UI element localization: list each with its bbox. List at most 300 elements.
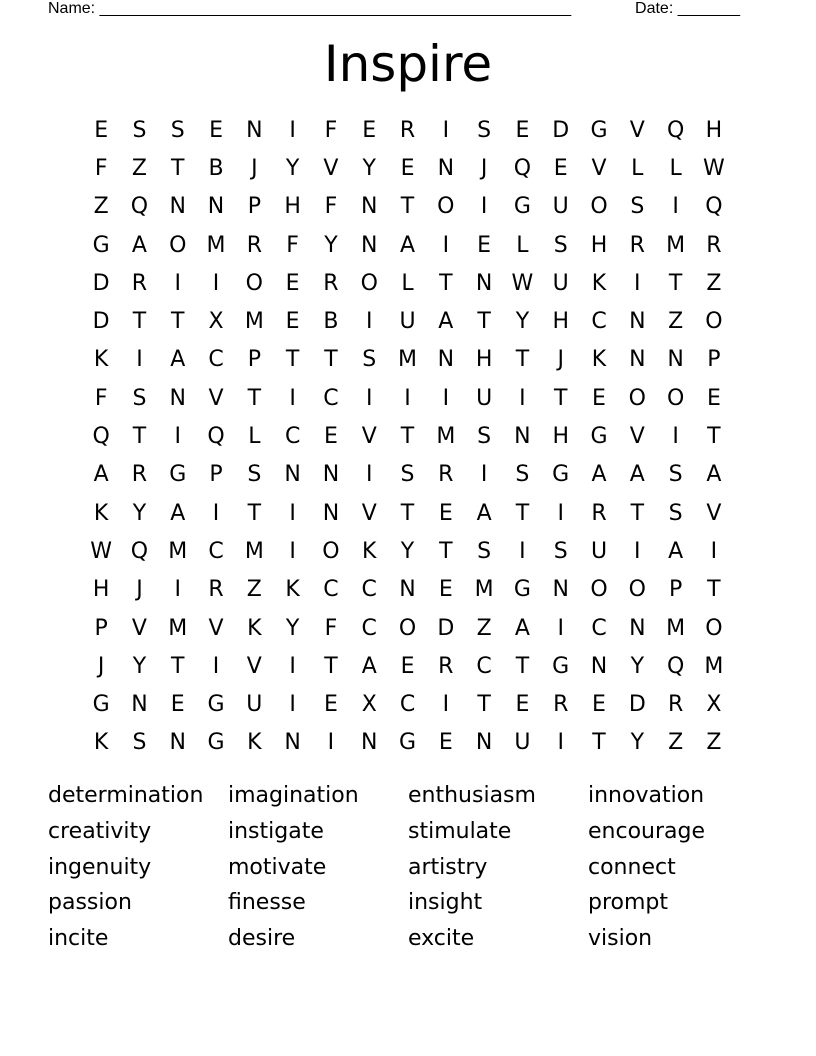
grid-letter: A <box>399 232 416 258</box>
grid-letter: P <box>247 194 261 220</box>
word-list-item: desire <box>228 926 296 952</box>
grid-letter: L <box>669 155 682 181</box>
grid-letter: F <box>94 155 108 181</box>
grid-letter: G <box>513 577 531 603</box>
grid-letter: E <box>400 155 415 181</box>
grid-letter: O <box>628 577 646 603</box>
grid-letter: E <box>94 117 109 143</box>
grid-letter: O <box>628 385 646 411</box>
grid-letter: Q <box>92 424 110 450</box>
grid-letter: I <box>519 385 526 411</box>
grid-letter: M <box>436 424 456 450</box>
grid-letter: S <box>668 462 683 488</box>
grid-letter: L <box>401 270 414 296</box>
grid-letter: I <box>174 270 181 296</box>
grid-letter: C <box>284 424 301 450</box>
word-list-item: excite <box>408 926 475 952</box>
grid-letter: I <box>442 692 450 718</box>
grid-letter: E <box>515 117 530 143</box>
grid-letter: I <box>404 385 411 411</box>
grid-letter: M <box>206 232 226 258</box>
grid-letter: I <box>212 270 220 296</box>
grid-letter: I <box>480 194 488 220</box>
grid-letter: Z <box>131 155 147 181</box>
grid-letter: I <box>365 462 373 488</box>
grid-letter: K <box>591 270 607 296</box>
grid-letter: I <box>289 653 296 679</box>
grid-letter: Z <box>706 270 722 296</box>
grid-letter: T <box>477 692 491 718</box>
grid-letter: R <box>131 270 148 296</box>
grid-letter: O <box>705 309 723 335</box>
grid-letter: G <box>552 653 570 679</box>
grid-letter: Y <box>515 309 530 335</box>
grid-letter: N <box>629 309 646 335</box>
grid-letter: N <box>475 730 493 756</box>
grid-letter: Y <box>285 155 300 181</box>
grid-letter: A <box>514 615 530 641</box>
grid-letter: H <box>590 232 608 258</box>
word-list-item: vision <box>588 926 653 952</box>
grid-letter: Q <box>666 117 685 143</box>
grid-letter: N <box>169 194 186 220</box>
grid-letter: V <box>361 500 377 526</box>
grid-letter: N <box>514 424 531 450</box>
grid-letter: I <box>136 347 143 373</box>
word-list-item: ingenuity <box>48 854 152 880</box>
grid-letter: S <box>247 462 262 488</box>
word-list-item: creativity <box>48 819 152 845</box>
grid-letter: Y <box>362 155 376 181</box>
grid-letter: I <box>174 577 181 603</box>
grid-letter: C <box>476 653 492 679</box>
word-list-item: passion <box>48 890 132 916</box>
grid-letter: R <box>438 462 454 488</box>
grid-letter: V <box>706 500 722 526</box>
word-list-item: artistry <box>408 854 488 880</box>
header-line <box>48 0 740 18</box>
grid-letter: X <box>706 692 722 718</box>
grid-letter: T <box>439 538 453 564</box>
grid-letter: I <box>289 538 296 564</box>
grid-letter: M <box>244 309 264 335</box>
grid-letter: T <box>515 653 530 679</box>
grid-letter: I <box>212 500 220 526</box>
word-list-item: innovation <box>588 783 705 809</box>
grid-letter: G <box>590 424 608 450</box>
grid-letter: M <box>666 615 686 641</box>
grid-letter: H <box>475 347 493 373</box>
grid-letter: Q <box>513 155 532 181</box>
grid-letter: Z <box>476 615 492 641</box>
grid-letter: N <box>207 194 225 220</box>
grid-letter: V <box>131 615 147 641</box>
grid-letter: Y <box>400 538 415 564</box>
grid-letter: S <box>362 347 377 373</box>
grid-letter: N <box>475 270 493 296</box>
grid-letter: N <box>667 347 684 373</box>
grid-letter: R <box>667 692 684 718</box>
grid-letter: F <box>286 232 299 258</box>
grid-letter: T <box>592 730 606 756</box>
grid-letter: S <box>477 117 492 143</box>
grid-letter: A <box>170 500 186 526</box>
grid-letter: K <box>362 538 377 564</box>
grid-letter: N <box>169 385 186 411</box>
grid-letter: H <box>92 577 110 603</box>
word-list-item: insight <box>408 890 483 916</box>
grid-letter: N <box>284 462 301 488</box>
grid-letter: L <box>631 155 644 181</box>
grid-letter: V <box>629 117 645 143</box>
grid-letter: V <box>246 653 262 679</box>
grid-letter: B <box>323 309 339 335</box>
grid-letter: R <box>438 653 454 679</box>
word-list-item: incite <box>48 926 109 952</box>
grid-letter: K <box>285 577 300 603</box>
grid-letter: G <box>552 462 570 488</box>
grid-letter: O <box>322 538 340 564</box>
grid-letter: N <box>552 577 569 603</box>
grid-letter: I <box>442 232 450 258</box>
word-list-item: encourage <box>588 819 706 845</box>
grid-letter: E <box>285 270 300 296</box>
page-title: Inspire <box>323 35 493 93</box>
grid-letter: E <box>438 730 453 756</box>
letter-grid <box>82 111 733 762</box>
grid-letter: W <box>703 155 725 181</box>
grid-letter: I <box>710 538 718 564</box>
grid-letter: I <box>289 117 296 143</box>
grid-letter: V <box>208 615 224 641</box>
grid-letter: N <box>629 347 646 373</box>
grid-letter: S <box>477 538 492 564</box>
grid-letter: Q <box>130 194 149 220</box>
grid-letter: N <box>284 730 301 756</box>
grid-letter: M <box>666 232 686 258</box>
grid-letter: Q <box>207 424 225 450</box>
grid-letter: S <box>553 538 568 564</box>
grid-letter: M <box>244 538 264 564</box>
grid-letter: O <box>437 194 455 220</box>
grid-letter: V <box>591 155 607 181</box>
grid-letter: O <box>169 232 187 258</box>
grid-letter: T <box>171 155 185 181</box>
grid-letter: I <box>442 117 450 143</box>
grid-letter: F <box>324 117 338 143</box>
grid-letter: Y <box>324 232 338 258</box>
grid-letter: C <box>591 615 607 641</box>
grid-letter: S <box>132 730 147 756</box>
grid-letter: V <box>208 385 224 411</box>
grid-letter: P <box>668 577 683 603</box>
grid-letter: I <box>634 270 641 296</box>
grid-letter: I <box>212 653 220 679</box>
grid-letter: F <box>324 194 338 220</box>
grid-letter: A <box>131 232 147 258</box>
grid-letter: E <box>592 692 606 718</box>
grid-letter: S <box>170 117 185 143</box>
grid-letter: L <box>248 424 261 450</box>
grid-letter: G <box>207 692 225 718</box>
word-list-item: determination <box>48 783 204 809</box>
grid-letter: K <box>247 730 262 756</box>
grid-letter: C <box>323 385 339 411</box>
grid-letter: O <box>590 194 608 220</box>
grid-letter: S <box>477 424 492 450</box>
grid-letter: I <box>557 500 564 526</box>
grid-letter: R <box>208 577 224 603</box>
grid-letter: O <box>705 615 723 641</box>
grid-letter: G <box>590 117 608 143</box>
grid-letter: M <box>474 577 494 603</box>
grid-letter: T <box>171 309 185 335</box>
grid-letter: T <box>515 347 530 373</box>
grid-letter: I <box>557 615 564 641</box>
grid-letter: V <box>361 424 377 450</box>
grid-letter: U <box>476 385 493 411</box>
grid-letter: S <box>668 500 683 526</box>
grid-letter: J <box>480 155 488 181</box>
grid-letter: V <box>629 424 645 450</box>
grid-letter: V <box>323 155 339 181</box>
grid-letter: A <box>706 462 722 488</box>
grid-letter: A <box>591 462 607 488</box>
grid-letter: J <box>557 347 564 373</box>
grid-letter: Y <box>630 653 645 679</box>
grid-letter: S <box>400 462 415 488</box>
grid-letter: C <box>361 577 377 603</box>
word-list-item: imagination <box>228 783 359 809</box>
word-list-item: prompt <box>588 890 669 916</box>
grid-letter: G <box>207 730 225 756</box>
grid-letter: U <box>514 730 531 756</box>
grid-letter: R <box>323 270 339 296</box>
grid-letter: S <box>630 194 645 220</box>
grid-letter: I <box>289 692 296 718</box>
grid-letter: I <box>672 194 679 220</box>
grid-letter: C <box>208 347 224 373</box>
grid-letter: N <box>360 194 378 220</box>
grid-letter: N <box>169 730 186 756</box>
grid-letter: T <box>285 347 300 373</box>
grid-letter: E <box>285 309 300 335</box>
grid-letter: T <box>630 500 645 526</box>
grid-letter: K <box>93 500 109 526</box>
grid-letter: T <box>247 500 262 526</box>
grid-letter: O <box>398 615 417 641</box>
grid-letter: Y <box>132 653 147 679</box>
grid-letter: H <box>284 194 301 220</box>
grid-letter: K <box>93 347 109 373</box>
grid-letter: U <box>552 194 569 220</box>
grid-letter: G <box>398 730 417 756</box>
grid-letter: T <box>132 424 147 450</box>
grid-letter: T <box>707 424 721 450</box>
grid-letter: N <box>629 615 646 641</box>
grid-letter: I <box>557 730 564 756</box>
grid-letter: D <box>92 270 110 296</box>
grid-letter: D <box>92 309 110 335</box>
grid-letter: J <box>251 155 258 181</box>
grid-letter: T <box>247 385 262 411</box>
grid-letter: X <box>208 309 224 335</box>
grid-letter: T <box>515 500 530 526</box>
grid-letter: P <box>94 615 108 641</box>
grid-letter: L <box>516 232 529 258</box>
grid-letter: H <box>705 117 723 143</box>
grid-letter: P <box>707 347 721 373</box>
grid-letter: M <box>168 538 188 564</box>
grid-letter: R <box>246 232 262 258</box>
grid-letter: H <box>552 424 569 450</box>
grid-letter: Z <box>706 730 722 756</box>
grid-letter: N <box>590 653 608 679</box>
word-list-item: stimulate <box>408 819 512 845</box>
grid-letter: Z <box>668 309 684 335</box>
grid-letter: W <box>90 538 113 564</box>
grid-letter: U <box>399 309 416 335</box>
grid-letter: B <box>208 155 224 181</box>
word-list-item: motivate <box>228 854 327 880</box>
grid-letter: T <box>324 653 338 679</box>
grid-letter: E <box>438 500 453 526</box>
grid-letter: O <box>666 385 685 411</box>
grid-letter: E <box>553 155 568 181</box>
grid-letter: M <box>704 653 724 679</box>
grid-letter: E <box>477 232 492 258</box>
grid-letter: T <box>668 270 683 296</box>
grid-letter: G <box>92 692 110 718</box>
grid-letter: Y <box>132 500 147 526</box>
grid-letter: Q <box>705 194 723 220</box>
grid-letter: S <box>132 385 147 411</box>
grid-letter: I <box>480 462 488 488</box>
grid-letter: N <box>246 117 263 143</box>
grid-letter: A <box>438 309 454 335</box>
grid-letter: G <box>513 194 531 220</box>
grid-letter: K <box>591 347 607 373</box>
grid-letter: Q <box>130 538 149 564</box>
word-list-item: connect <box>588 854 676 880</box>
grid-letter: I <box>672 424 679 450</box>
grid-letter: N <box>360 730 378 756</box>
grid-letter: F <box>324 615 338 641</box>
grid-letter: R <box>399 117 416 143</box>
grid-letter: Z <box>93 194 109 220</box>
grid-letter: T <box>171 653 185 679</box>
name-field-label: Name: _____________________________________________________ <box>48 0 572 17</box>
grid-letter: H <box>552 309 569 335</box>
grid-letter: E <box>323 424 338 450</box>
grid-letter: T <box>400 194 415 220</box>
grid-letter: T <box>324 347 338 373</box>
grid-letter: M <box>168 615 188 641</box>
grid-letter: E <box>515 692 530 718</box>
grid-letter: R <box>591 500 607 526</box>
grid-letter: I <box>442 385 450 411</box>
grid-letter: S <box>515 462 530 488</box>
grid-letter: T <box>400 424 415 450</box>
grid-letter: I <box>365 385 373 411</box>
grid-letter: R <box>553 692 569 718</box>
grid-letter: O <box>360 270 378 296</box>
grid-letter: R <box>629 232 645 258</box>
grid-letter: Y <box>630 730 645 756</box>
grid-letter: T <box>477 309 491 335</box>
grid-letter: N <box>322 500 340 526</box>
grid-letter: C <box>323 577 339 603</box>
grid-letter: E <box>438 577 453 603</box>
grid-letter: D <box>552 117 570 143</box>
grid-letter: A <box>629 462 645 488</box>
grid-letter: O <box>590 577 608 603</box>
grid-letter: U <box>246 692 263 718</box>
grid-letter: K <box>93 730 109 756</box>
grid-letter: Y <box>285 615 300 641</box>
grid-letter: C <box>591 309 607 335</box>
grid-letter: G <box>169 462 187 488</box>
grid-letter: D <box>628 692 646 718</box>
grid-letter: N <box>437 347 455 373</box>
grid-letter: C <box>399 692 416 718</box>
grid-letter: I <box>634 538 641 564</box>
grid-letter: E <box>592 385 606 411</box>
grid-letter: N <box>437 155 455 181</box>
grid-letter: Q <box>666 653 685 679</box>
word-list-item: enthusiasm <box>408 783 536 809</box>
grid-letter: I <box>327 730 335 756</box>
grid-letter: U <box>552 270 569 296</box>
word-list <box>48 778 768 956</box>
grid-letter: G <box>92 232 110 258</box>
grid-letter: C <box>208 538 224 564</box>
grid-letter: S <box>553 232 568 258</box>
grid-letter: T <box>553 385 568 411</box>
grid-letter: C <box>361 615 377 641</box>
grid-letter: M <box>398 347 418 373</box>
grid-letter: U <box>590 538 608 564</box>
grid-letter: A <box>93 462 109 488</box>
word-list-item: instigate <box>228 819 324 845</box>
grid-letter: E <box>362 117 377 143</box>
grid-letter: A <box>476 500 492 526</box>
grid-letter: I <box>289 385 296 411</box>
grid-letter: E <box>706 385 721 411</box>
grid-letter: I <box>519 538 526 564</box>
grid-letter: X <box>361 692 377 718</box>
grid-letter: T <box>439 270 453 296</box>
grid-letter: S <box>132 117 147 143</box>
grid-letter: A <box>170 347 186 373</box>
grid-letter: R <box>131 462 148 488</box>
grid-letter: J <box>136 577 143 603</box>
grid-letter: T <box>400 500 415 526</box>
grid-letter: N <box>131 692 148 718</box>
grid-letter: T <box>707 577 721 603</box>
word-list-item: finesse <box>228 890 306 916</box>
date-field-label: Date: _______ <box>635 0 740 17</box>
grid-letter: I <box>365 309 373 335</box>
grid-letter: R <box>706 232 722 258</box>
grid-letter: J <box>97 653 105 679</box>
grid-letter: N <box>322 462 340 488</box>
grid-letter: F <box>94 385 108 411</box>
grid-letter: O <box>245 270 263 296</box>
grid-letter: A <box>668 538 684 564</box>
grid-letter: D <box>437 615 455 641</box>
grid-letter: I <box>174 424 181 450</box>
